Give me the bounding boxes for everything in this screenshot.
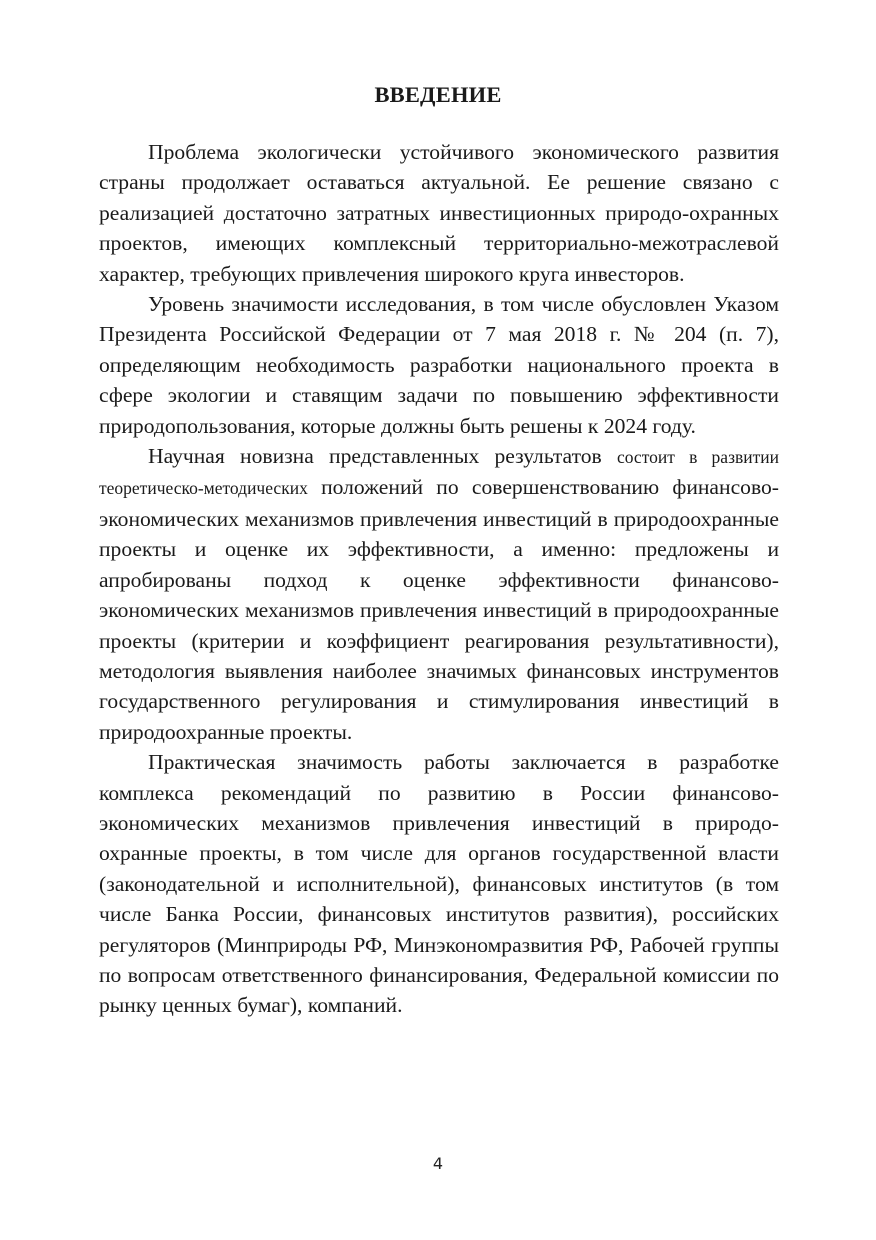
page-number: 4 [432,1154,444,1173]
paragraph-practical: Практическая значимость работы заключается в разработке комплекса рекомендаций по развитию в России финансово-экономических механизмов привлечения инвестиций в природо-охранные проекты, в том числе для органов государственной власти (законодательной и исполнительной), финансовых институтов (в том числе Банка России, финансовых институтов развития), российских регуляторов (Минприроды РФ, Минэкономразвития РФ, Рабочей группы по вопросам ответственного финансирования, Федеральной комиссии по рынку ценных бумаг), компаний. [99,750,779,1018]
paragraph-problem: Проблема экологически устойчивого экономического развития страны продолжает оставаться актуальной. Ее решение связано с реализацией достаточно затратных инвестиционных природо-охранных проектов, имеющих комплексный территориально-межотраслевой характер, требующих привлечения широкого круга инвесторов. [99,140,779,286]
body-text [99,137,779,1021]
novelty-lead-text: Научная новизна представленных результатов [148,444,617,469]
paragraph-novelty [99,441,779,747]
page-title: ВВЕДЕНИЕ [374,82,502,107]
novelty-small-text: состоит в развитии теоретическо-методических [99,447,779,499]
paragraph-significance: Уровень значимости исследования, в том числе обусловлен Указом Президента Российской Федерации от 7 мая 2018 г. № 204 (п. 7), определяющим необходимость разработки национального проекта в сфере экологии и ставящим задачи по повышению эффективности природопользования, которые должны быть решены к 2024 году. [99,292,779,438]
novelty-rest-text: положений по совершенствованию финансово-экономических механизмов привлечения инвестиций в природоохранные проекты и оценке их эффективности, а именно: предложены и апробированы подход к оценке эффективности финансово-экономических механизмов привлечения инвестиций в природоохранные проекты (критерии и коэффициент реагирования результативности), методология выявления наиболее значимых финансовых инструментов государственного регулирования и стимулирования инвестиций в природоохранные проекты. [99,475,779,744]
